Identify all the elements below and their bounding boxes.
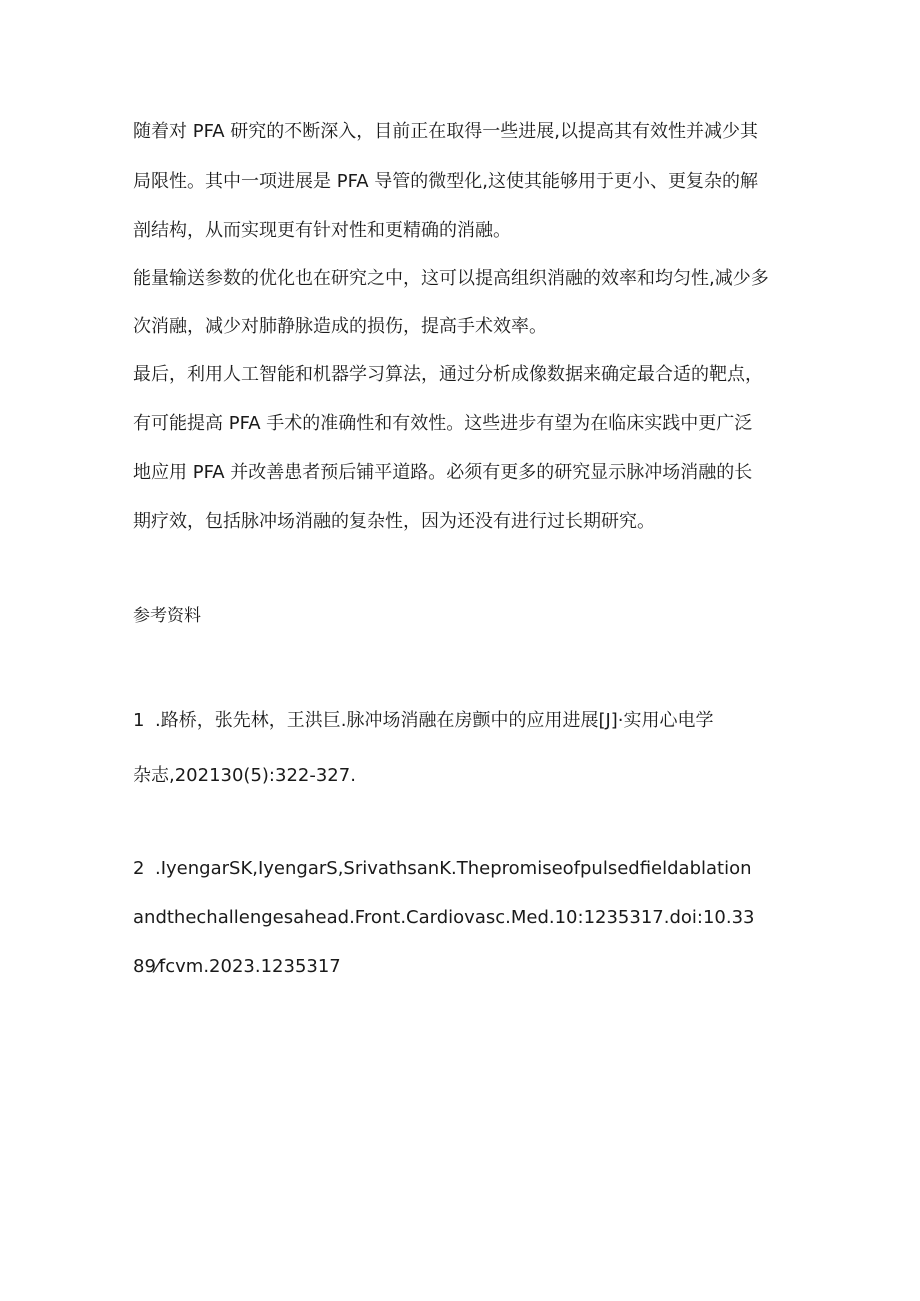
paragraph-3-line-3: 地应用 PFA 并改善患者预后铺平道路。必须有更多的研究显示脉冲场消融的长 [133,462,753,483]
reference-2-line-3: 89⁄fcvm.2023.1235317 [133,956,341,977]
reference-1-number: 1 [133,710,145,731]
paragraph-1-line-3: 剖结构，从而实现更有针对性和更精确的消融。 [133,220,511,241]
paragraph-3-line-4: 期疗效，包括脉冲场消融的复杂性，因为还没有进行过长期研究。 [133,511,655,532]
paragraph-2-line-2: 次消融，减少对肺静脉造成的损伤，提高手术效率。 [133,316,547,337]
reference-2-number: 2 [133,858,145,879]
paragraph-1-line-2: 局限性。其中一项进展是 PFA 导管的微型化,这使其能够用于更小、更复杂的解 [133,171,759,192]
paragraph-2-line-1: 能量输送参数的优化也在研究之中，这可以提高组织消融的效率和均匀性,减少多 [133,268,769,289]
reference-1-line-2: 杂志,202130(5):322-327. [133,765,356,786]
references-heading: 参考资料 [133,606,201,626]
paragraph-3-line-1: 最后，利用人工智能和机器学习算法，通过分析成像数据来确定最合适的靶点， [133,364,763,385]
reference-2-line-1 [133,857,752,881]
reference-1-line-1 [133,709,714,733]
paragraph-1-line-1: 随着对 PFA 研究的不断深入，目前正在取得一些进展,以提高其有效性并减少其 [133,121,759,142]
reference-1-text: .路桥，张先林，王洪巨.脉冲场消融在房颤中的应用进展[J]·实用心电学 [155,710,714,731]
paragraph-3-line-2: 有可能提高 PFA 手术的准确性和有效性。这些进步有望为在临床实践中更广泛 [133,413,753,434]
reference-2-text: .IyengarSK,IyengarS,SrivathsanK.Thepromiseofpulsedfieldablation [155,858,752,879]
reference-2-line-2: andthechallengesahead.Front.Cardiovasc.Med.10:1235317.doi:10.33 [133,907,755,928]
